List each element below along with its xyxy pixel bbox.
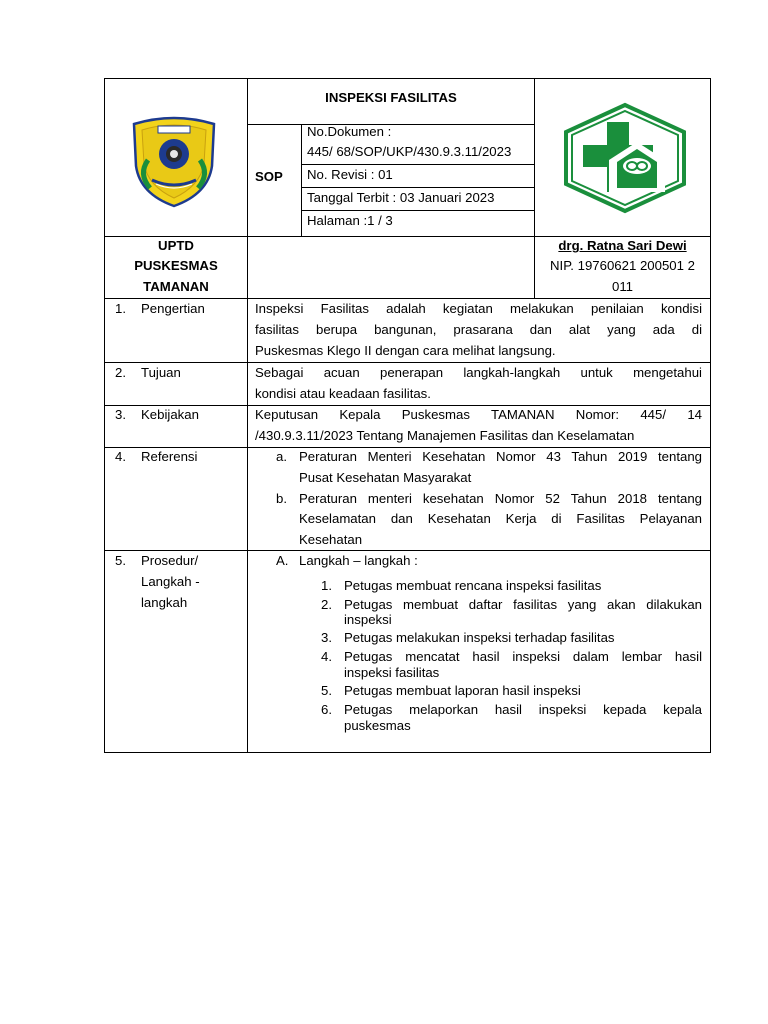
doc-no-label: No.Dokumen : <box>307 124 392 139</box>
issue-date-info: Tanggal Terbit : 03 Januari 2023 <box>307 190 495 205</box>
step-text: Petugas membuat laporan hasil inspeksi <box>344 683 581 698</box>
step-number: 6. <box>321 702 332 717</box>
sop-label: SOP <box>255 169 283 184</box>
section-4-number: 4. <box>115 449 126 464</box>
section-5-label-line-3: langkah <box>141 595 188 610</box>
section-5-label-line-2: Langkah - <box>141 574 200 589</box>
table-border-left <box>104 78 105 753</box>
reference-a-marker: a. <box>276 449 287 464</box>
step-number: 5. <box>321 683 332 698</box>
procedure-a-marker: A. <box>276 553 289 568</box>
section-3-number: 3. <box>115 407 126 422</box>
step-text: Petugas melaporkan hasil inspeksi kepada kepala <box>344 702 702 717</box>
org-line-2: PUSKESMAS <box>134 258 218 273</box>
step-text-continued: inspeksi <box>344 612 392 627</box>
step-text: Petugas mencatat hasil inspeksi dalam lembar hasil <box>344 649 702 664</box>
document-title: INSPEKSI FASILITAS <box>325 90 457 105</box>
section-3-label: Kebijakan <box>141 407 199 422</box>
section-1-line-3: Puskesmas Klego II dengan cara melihat langsung. <box>255 343 556 358</box>
procedure-a-title: Langkah – langkah : <box>299 553 418 568</box>
revision-info: No. Revisi : 01 <box>307 167 393 182</box>
regency-emblem-icon <box>128 114 220 208</box>
org-line-3: TAMANAN <box>143 279 209 294</box>
section-1-line-1: Inspeksi Fasilitas adalah kegiatan melakukan penilaian kondisi <box>255 301 702 316</box>
section-2-label: Tujuan <box>141 365 181 380</box>
sop-divider <box>301 124 302 236</box>
section-2-number: 2. <box>115 365 126 380</box>
reference-b-line-1: Peraturan menteri kesehatan Nomor 52 Tahun 2018 tentang <box>299 491 702 506</box>
column-divider-left <box>247 78 248 753</box>
section-4-label: Referensi <box>141 449 198 464</box>
section-5-number: 5. <box>115 553 126 568</box>
step-text: Petugas membuat daftar fasilitas yang akan dilakukan <box>344 597 702 612</box>
reference-a-line-1: Peraturan Menteri Kesehatan Nomor 43 Tahun 2019 tentang <box>299 449 702 464</box>
step-number: 1. <box>321 578 332 593</box>
section-1-label: Pengertian <box>141 301 205 316</box>
table-border-top <box>104 78 711 79</box>
reference-b-marker: b. <box>276 491 287 506</box>
step-number: 2. <box>321 597 332 612</box>
table-border-bottom <box>104 752 711 753</box>
page-info: Halaman :1 / 3 <box>307 213 393 228</box>
signer-nip-line-2: 011 <box>611 279 634 294</box>
puskesmas-logo-icon <box>563 102 687 214</box>
reference-b-line-2: Keselamatan dan Kesehatan Kerja di Fasilitas Pelayanan <box>299 511 702 526</box>
section-1-line-2: fasilitas berupa bangunan, prasarana dan alat yang ada di <box>255 322 702 337</box>
step-text-continued: puskesmas <box>344 718 411 733</box>
reference-a-line-2: Pusat Kesehatan Masyarakat <box>299 470 472 485</box>
section-5-label-line-1: Prosedur/ <box>141 553 199 568</box>
section-1-number: 1. <box>115 301 126 316</box>
section-2-line-2: kondisi atau keadaan fasilitas. <box>255 386 431 401</box>
doc-no-value: 445/ 68/SOP/UKP/430.9.3.11/2023 <box>307 144 512 159</box>
signer-nip-line-1: NIP. 19760621 200501 2 <box>550 258 695 273</box>
step-text-continued: inspeksi fasilitas <box>344 665 440 680</box>
table-border-right <box>710 78 711 753</box>
org-line-1: UPTD <box>158 238 194 253</box>
section-2-line-1: Sebagai acuan penerapan langkah-langkah untuk mengetahui <box>255 365 702 380</box>
reference-b-line-3: Kesehatan <box>299 532 363 547</box>
step-number: 3. <box>321 630 332 645</box>
step-text: Petugas membuat rencana inspeksi fasilitas <box>344 578 602 593</box>
signer-name: drg. Ratna Sari Dewi <box>558 238 687 253</box>
section-3-line-2: /430.9.3.11/2023 Tentang Manajemen Fasilitas dan Keselamatan <box>255 428 635 443</box>
step-text: Petugas melakukan inspeksi terhadap fasilitas <box>344 630 615 645</box>
section-3-line-1: Keputusan Kepala Puskesmas TAMANAN Nomor: 445/ 14 <box>255 407 702 422</box>
step-number: 4. <box>321 649 332 664</box>
